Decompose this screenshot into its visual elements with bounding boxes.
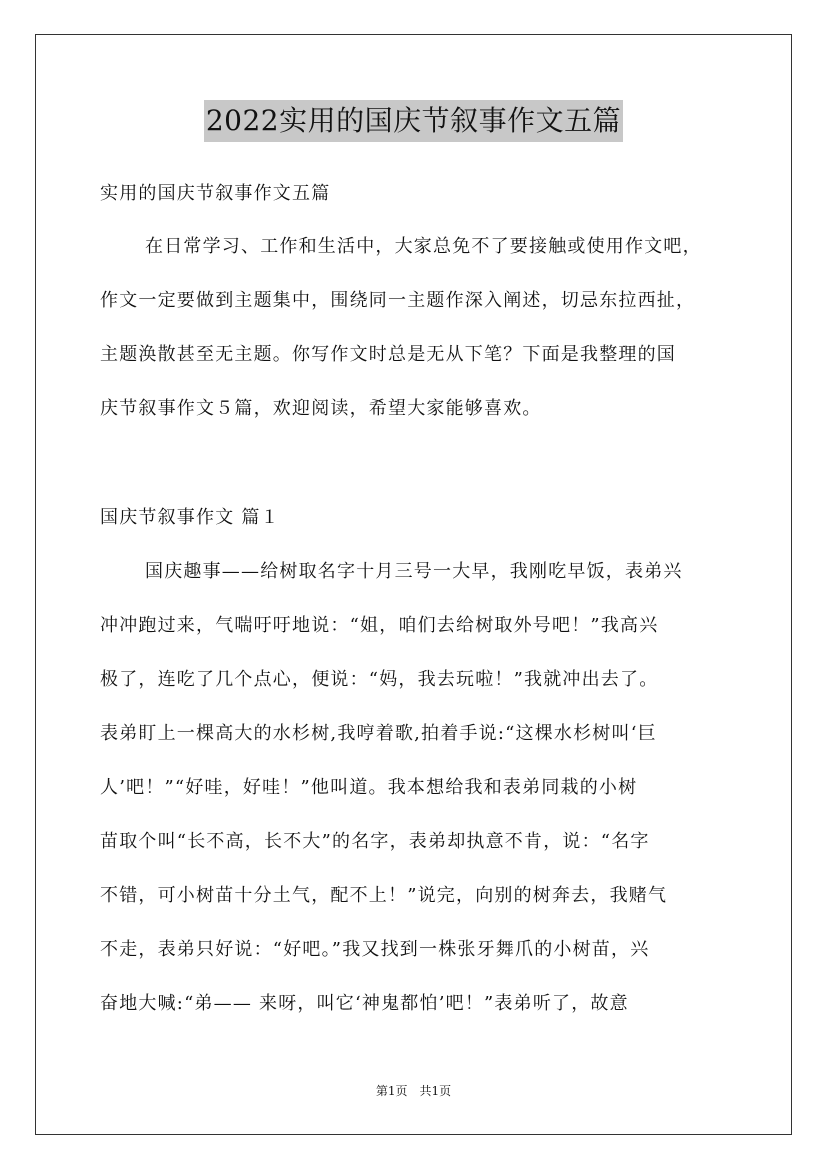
document-subtitle: 实用的国庆节叙事作文五篇: [100, 183, 331, 204]
body-line: 奋地大喊:“弟—— 来呀，叫它‘神鬼都怕’吧！”表弟听了，故意: [100, 993, 629, 1014]
title-wrap: [0, 100, 827, 142]
intro-line: 在日常学习、工作和生活中，大家总免不了要接触或使用作文吧，: [145, 236, 702, 257]
body-line: 国庆趣事——给树取名字十月三号一大早，我刚吃早饭，表弟兴: [145, 561, 683, 582]
intro-line: 作文一定要做到主题集中，围绕同一主题作深入阐述，切忌东拉西扯，: [100, 290, 696, 311]
section-heading: 国庆节叙事作文 篇１: [100, 507, 280, 528]
body-line: 冲冲跑过来，气喘吁吁地说：“姐，咱们去给树取外号吧！”我高兴: [100, 615, 659, 636]
document-title: 2022实用的国庆节叙事作文五篇: [204, 100, 623, 142]
body-line: 不错，可小树苗十分土气，配不上！”说完，向别的树奔去，我赌气: [100, 885, 668, 906]
body-line: 不走，表弟只好说：“好吧。”我又找到一株张牙舞爪的小树苗，兴: [100, 939, 650, 960]
body-line: 人’吧！”“好哇，好哇！”他叫道。我本想给我和表弟同栽的小树: [100, 777, 638, 798]
body-line: 极了，连吃了几个点心，便说：“妈，我去玩啦！”我就冲出去了。: [100, 669, 659, 690]
body-line: 表弟盯上一棵高大的水杉树,我哼着歌,拍着手说:“这棵水杉树叫‘巨: [100, 723, 657, 744]
page-footer: 第1页 共1页: [375, 1084, 452, 1098]
intro-line: 庆节叙事作文５篇，欢迎阅读，希望大家能够喜欢。: [100, 398, 542, 419]
intro-line: 主题涣散甚至无主题。你写作文时总是无从下笔？下面是我整理的国: [100, 344, 676, 365]
body-line: 苗取个叫“长不高，长不大”的名字，表弟却执意不肯，说：“名字: [100, 831, 650, 852]
